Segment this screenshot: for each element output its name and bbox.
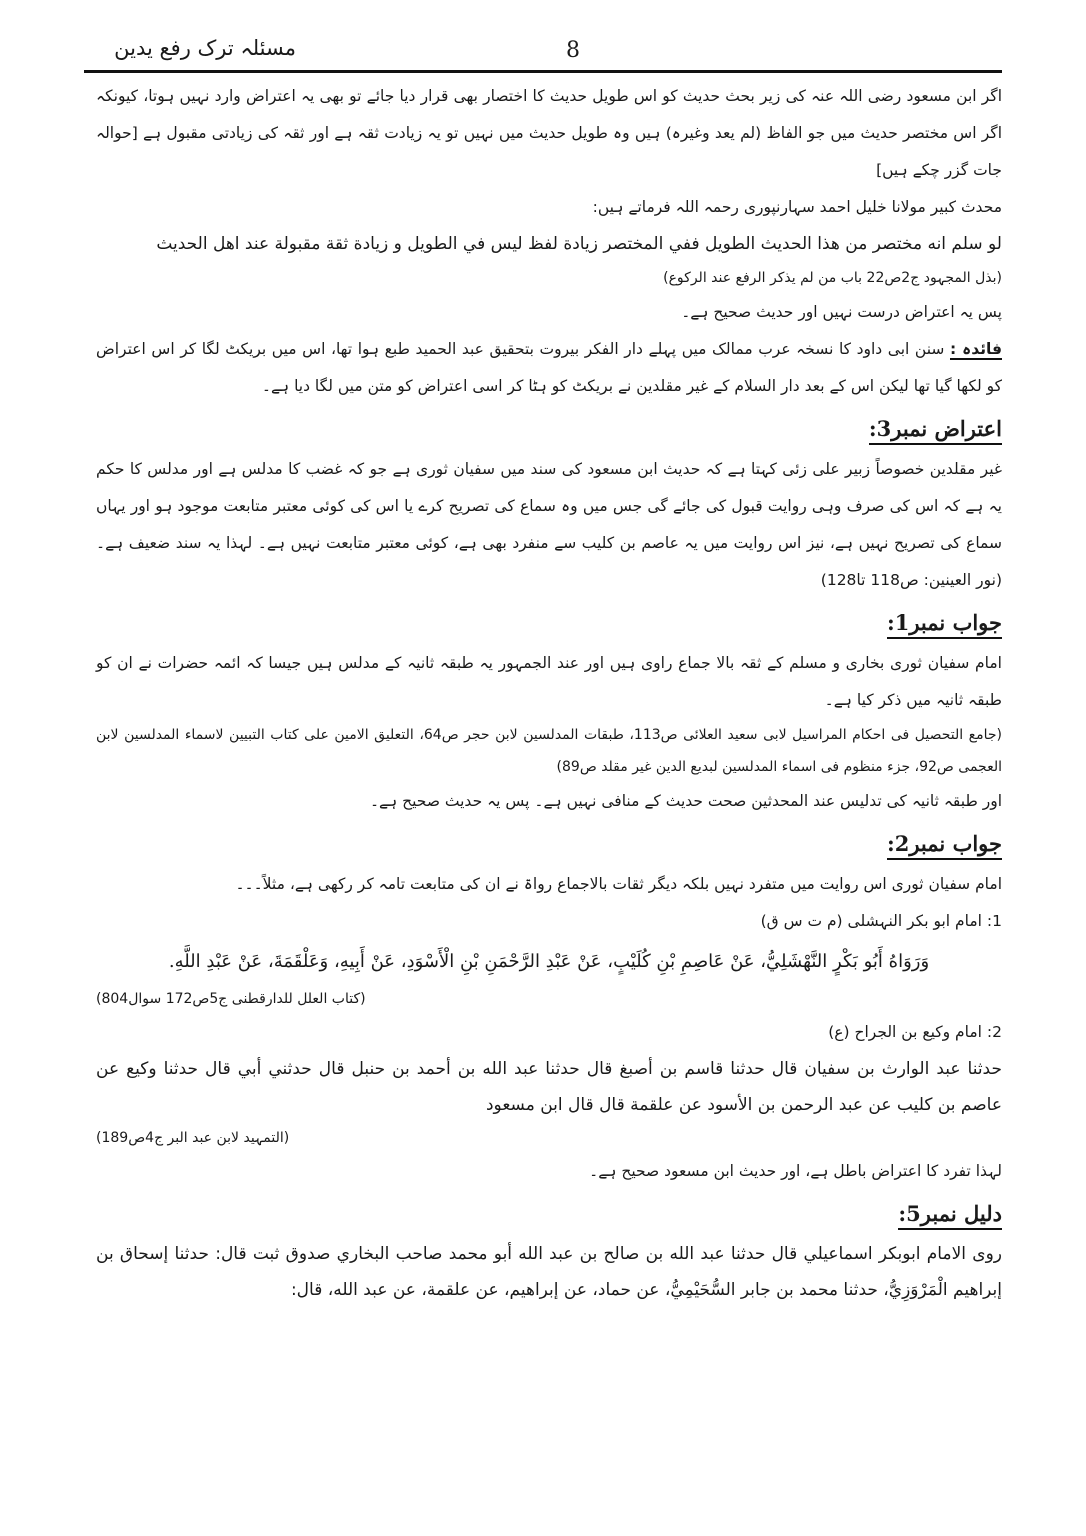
heading-objection-3-text: اعتراض نمبر3: [869,416,1002,445]
paragraph-muhaddith-quote-intro: محدث کبیر مولانا خلیل احمد سہارنپوری رحمہ اللہ فرماتے ہیں: [592,198,1002,216]
paragraph-answer-1-conclusion: اور طبقہ ثانیہ کی تدلیس عند المحدثین صحت حدیث کے منافی نہیں ہے۔ پس یہ حدیث صحیح ہے۔ [369,792,1002,810]
paragraph-faida [96,331,1002,405]
heading-evidence-5-text: دلیل نمبر5: [898,1201,1002,1230]
reference-badhl: (بذل المجہود ج2ص22 باب من لم یذکر الرفع عند الرکوع) [663,270,1002,286]
document-body [96,78,1002,1308]
heading-answer-1-text: جواب نمبر1: [887,610,1002,639]
paragraph-ibn-masud-abridgment: اگر ابن مسعود رضی اللہ عنہ کی زیر بحث حدیث کو اس طویل حدیث کا اختصار بھی قرار دیا جائے تو بھی یہ اعتراض وارد نہیں ہوتا، کیونکہ اگر اس مختصر حدیث میں جو الفاظ (لم یعد وغیرہ) ہیں وہ طویل حدیث میں نہیں تو یہ زیادت ثقہ ہے اور ثقہ کی زیادتی مقبول ہے [حوالہ جات گزر چکے ہیں] [96,87,1002,179]
arabic-waki-chain: حدثنا عبد الوارث بن سفيان قال حدثنا قاسم بن أصبغ قال حدثنا عبد الله بن أحمد بن حنبل قال حدثني أبي قال حدثنا وكيع عن عاصم بن كليب عن عبد الرحمن بن الأسود عن علقمة قال قال ابن مسعود [96,1059,1002,1115]
paragraph-answer-2-intro: امام سفیان ثوری اس روایت میں متفرد نہیں بلکہ دیگر ثقات بالاجماع رواۃ نے ان کی متابعت تامہ کر رکھی ہے، مثلاً۔۔۔ [235,875,1002,893]
heading-answer-1 [96,603,1002,643]
list-item-nahshali: 1: امام ابو بکر النہشلی (م ت س ق) [760,912,1002,930]
paragraph-answer-2-conclusion: لہذا تفرد کا اعتراض باطل ہے، اور حدیث ابن مسعود صحیح ہے۔ [589,1162,1002,1180]
reference-tamhid: (التمہید لابن عبد البر ج4ص189) [96,1130,290,1146]
faida-label: فائدہ : [949,340,1002,358]
list-item-waki: 2: امام وکیع بن الجراح (ع) [828,1023,1002,1041]
reference-ilal-daraqutni: (کتاب العلل للدارقطنی ج5ص172 سوال804) [96,991,366,1007]
references-answer-1: (جامع التحصیل فی احکام المراسیل لابی سعید العلائی ص113، طبقات المدلسین لابن حجر ص64، التعلیق الامین علی کتاب التبیین لاسماء المدلسین لابن العجمی ص92، جزء منظوم فی اسماء المدلسین لبدیع الدین غیر مقلد ص89) [96,727,1003,775]
arabic-quote-badhl: لو سلم انه مختصر من هذا الحديث الطويل ففي المختصر زيادة لفظ ليس في الطويل و زيادة ثقة مقبولة عند اهل الحديث [156,234,1002,254]
heading-answer-2-text: جواب نمبر2: [887,831,1002,860]
arabic-nahshali-chain: وَرَوَاهُ أَبُو بَكْرٍ النَّهْشَلِيُّ، عَنْ عَاصِمِ بْنِ كُلَيْبٍ، عَنْ عَبْدِ الرَّحْمَنِ بْنِ الْأَسْوَدِ، عَنْ أَبِيهِ، وَعَلْقَمَةَ، عَنْ عَبْدِ اللَّهِ. [168,951,930,972]
paragraph-objection-invalid: پس یہ اعتراض درست نہیں اور حدیث صحیح ہے۔ [681,303,1002,321]
header-rule [84,70,1002,73]
paragraph-answer-1: امام سفیان ثوری بخاری و مسلم کے ثقہ بالا جماع راوی ہیں اور عند الجمہور یہ طبقہ ثانیہ کے مدلس ہیں جیسا کہ ائمہ حضرات نے ان کو طبقہ ثانیہ میں ذکر کیا ہے۔ [96,654,1002,709]
heading-evidence-5 [96,1194,1002,1234]
running-header-title: مسئلہ ترک رفع یدین [114,36,296,60]
arabic-evidence-5-chain: روى الامام ابوبكر اسماعيلي قال حدثنا عبد الله بن صالح بن عبد الله أبو محمد صاحب البخاري صدوق ثبت قال: حدثنا إسحاق بن إبراهيم الْمَرْوَزِيُّ، حدثنا محمد بن جابر السُّحَيْمِيُّ، عن حماد، عن إبراهيم، عن علقمة، عن عبد الله، قال: [96,1244,1002,1300]
page-number: 8 [566,38,580,63]
heading-objection-3 [96,409,1002,449]
heading-answer-2 [96,824,1002,864]
paragraph-objection-3: غیر مقلدین خصوصاً زبیر علی زئی کہتا ہے کہ حدیث ابن مسعود کی سند میں سفیان ثوری ہے جو کہ غضب کا مدلس ہے اور مدلس کا حکم یہ ہے کہ اس کی صرف وہی روایت قبول کی جائے گی جس میں وہ سماع کی تصریح کرے یا اس کی کوئی معتبر متابعت موجود ہو اور یہاں سماع کی تصریح نہیں ہے، نیز اس روایت میں یہ عاصم بن کلیب سے منفرد بھی ہے، کوئی معتبر متابعت نہیں ہے۔ لہذا یہ سند ضعیف ہے۔(نور العینین: ص118 تا128) [96,460,1003,589]
faida-text: سنن ابی داود کا نسخہ عرب ممالک میں پہلے دار الفکر بیروت بتحقیق عبد الحمید طبع ہوا تھا، اس میں بریکٹ لگا کر اس اعتراض کو لکھا گیا تھا لیکن اس کے بعد دار السلام کے غیر مقلدین نے بریکٹ کو ہٹا کر اسی اعتراض کو متن میں لگا دیا ہے۔ [96,340,1002,395]
